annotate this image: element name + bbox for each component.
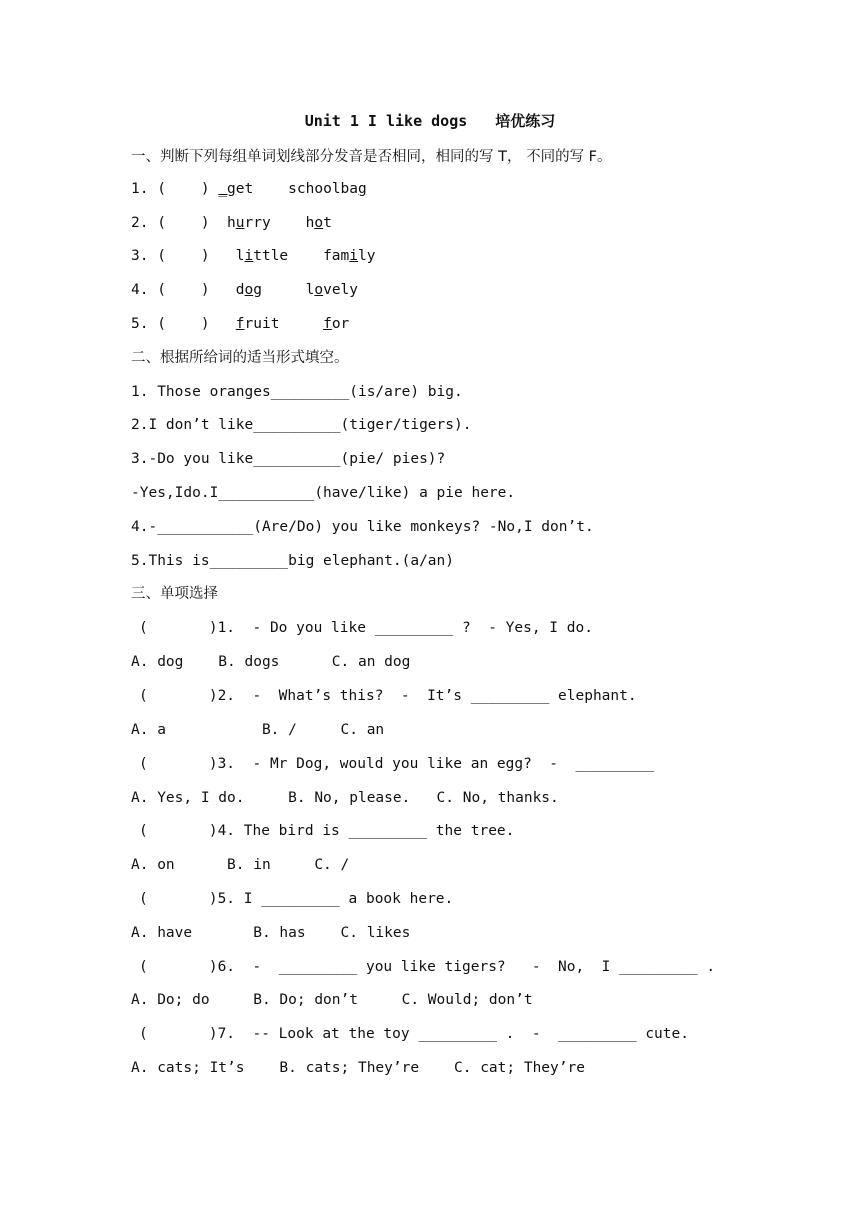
s3-question-7: ( )7. -- Look at the toy _________ . - _________ cute. (139, 1026, 689, 1042)
s3-options-1: A. dog B. dogs C. an dog (131, 654, 411, 670)
s3-question-6: ( )6. - _________ you like tigers? - No, I _________ . (139, 959, 716, 975)
worksheet-title (0, 110, 860, 131)
s1-item-4: 4. ( ) dog lovely (131, 282, 359, 298)
s3-options-3: A. Yes, I do. B. No, please. C. No, thanks. (131, 790, 559, 806)
section2-heading: 二、根据所给词的适当形式填空。 (131, 350, 349, 366)
s2-line-5: 4.-___________(Are/Do) you like monkeys? -No,I don’t. (131, 519, 594, 535)
s2-line-1: 1. Those oranges_________(is/are) big. (131, 384, 463, 400)
s3-question-4: ( )4. The bird is _________ the tree. (139, 823, 515, 839)
title-cn: 培优练习 (495, 112, 556, 130)
section1-heading: 一、判断下列每组单词划线部分发音是否相同，相同的写 T， 不同的写 F。 (131, 149, 612, 165)
s3-options-7: A. cats; It’s B. cats; They’re C. cat; They’re (131, 1060, 585, 1076)
s2-line-4: -Yes,Ido.I___________(have/like) a pie here. (131, 485, 516, 501)
s3-question-3: ( )3. - Mr Dog, would you like an egg? - _________ (139, 756, 655, 772)
s3-options-6: A. Do; do B. Do; don’t C. Would; don’t (131, 992, 533, 1008)
s3-question-1: ( )1. - Do you like _________ ? - Yes, I do. (139, 620, 593, 636)
s2-line-3: 3.-Do you like__________(pie/ pies)? (131, 451, 446, 467)
s3-question-2: ( )2. - What’s this? - It’s _________ elephant. (139, 688, 637, 704)
s3-question-5: ( )5. I _________ a book here. (139, 891, 454, 907)
s1-item-3: 3. ( ) little family (131, 248, 376, 264)
s3-options-5: A. have B. has C. likes (131, 925, 411, 941)
s3-options-2: A. a B. / C. an (131, 722, 385, 738)
s1-item-5: 5. ( ) fruit for (131, 316, 350, 332)
s2-line-6: 5.This is_________big elephant.(a/an) (131, 553, 455, 569)
s1-item-2: 2. ( ) hurry hot (131, 215, 332, 231)
section3-heading: 三、单项选择 (131, 586, 218, 602)
s2-line-2: 2.I don’t like__________(tiger/tigers). (131, 417, 472, 433)
s1-item-1: 1. ( ) _get schoolbag (131, 181, 367, 197)
s3-options-4: A. on B. in C. / (131, 857, 350, 873)
title-en: Unit 1 I like dogs (304, 112, 468, 130)
